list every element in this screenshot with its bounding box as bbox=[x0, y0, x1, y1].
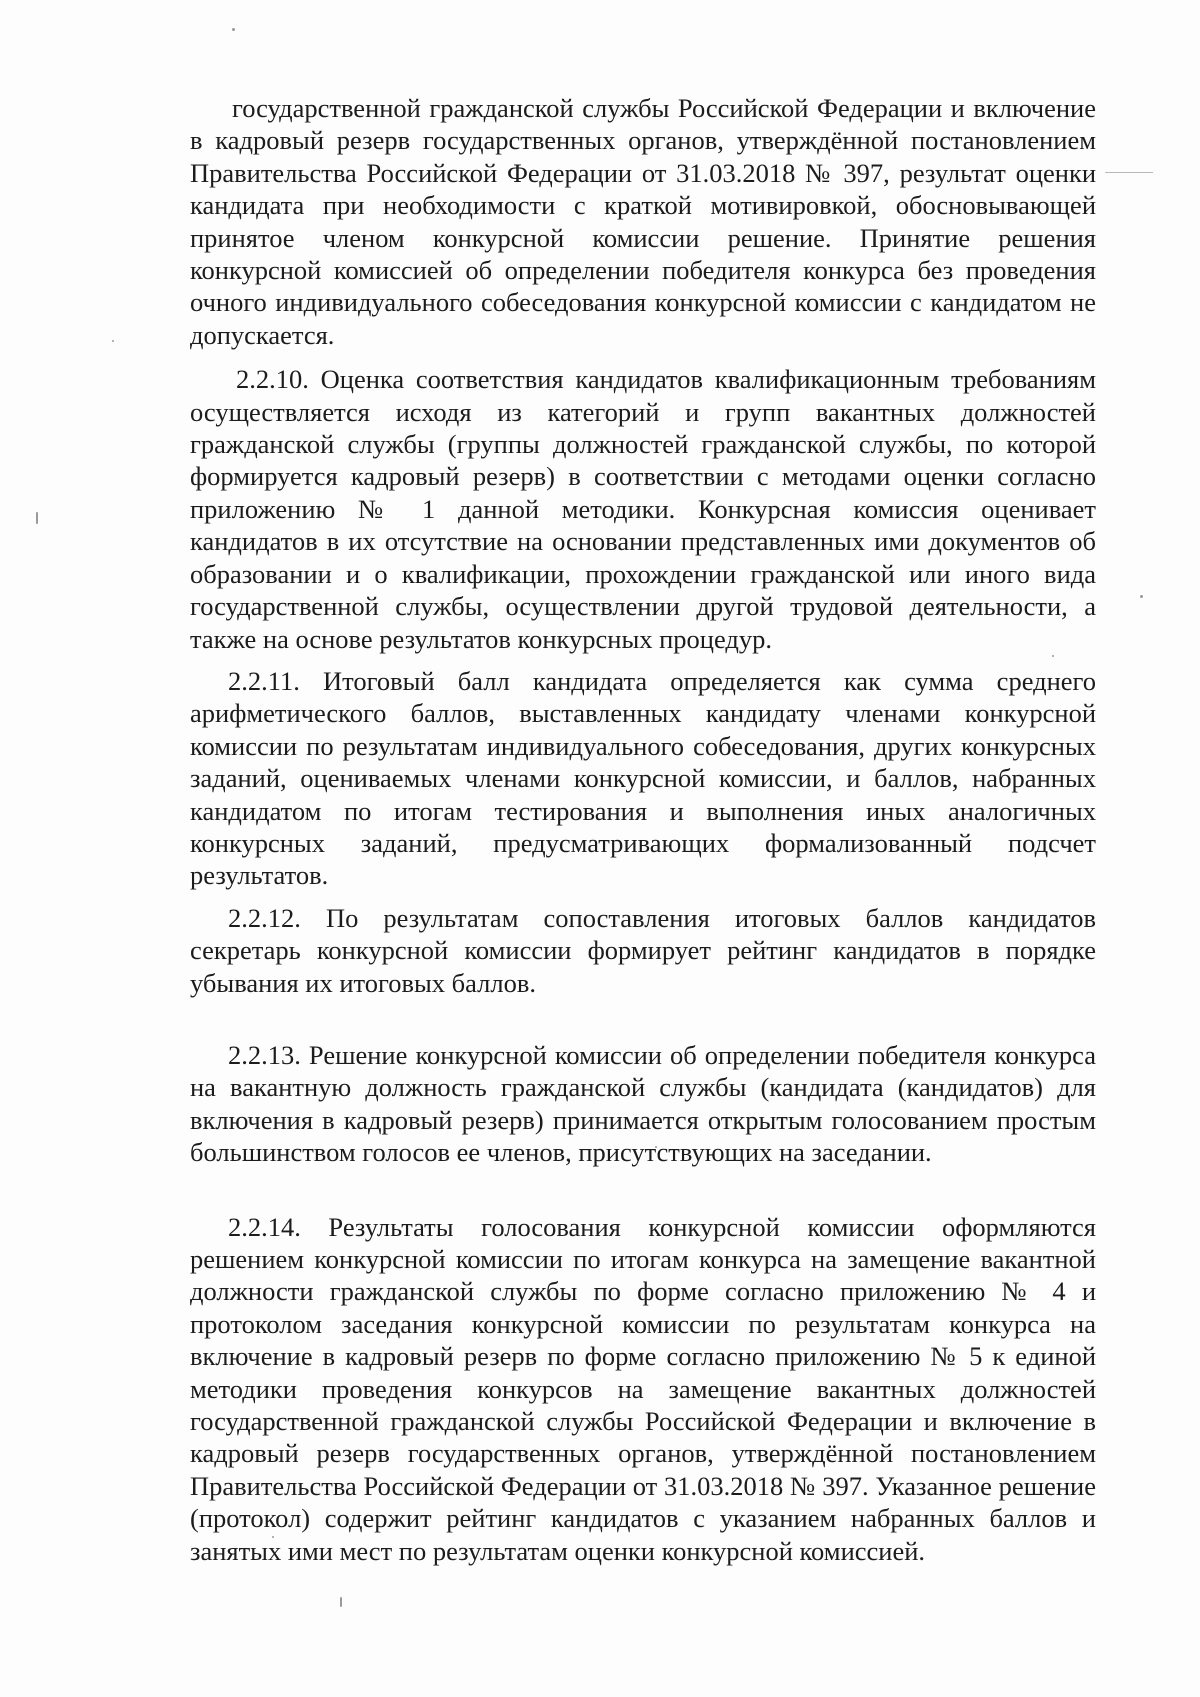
scan-speck bbox=[1140, 595, 1143, 598]
scan-speck bbox=[340, 1597, 342, 1607]
paragraph-2-2-12: 2.2.12. По результатам сопоставления итоговых баллов кандидатов секретарь конкурсной комиссии формирует рейтинг кандидатов в порядке убывания их итоговых баллов. bbox=[190, 902, 1096, 998]
document-body bbox=[190, 92, 1096, 1567]
paragraph-2-2-14: 2.2.14. Результаты голосования конкурсной комиссии оформляются решением конкурсной комиссии по итогам конкурса на замещение вакантной должности гражданской службы по форме согласно приложению № 4 и протоколом заседания конкурсной комиссии по результатам конкурса на включение в кадровый резерв по форме согласно приложению № 5 к единой методики проведения конкурсов на замещение вакантных должностей государственной гражданской службы Российской Федерации и включение в кадровый резерв государственных органов, утверждённой постановлением Правительства Российской Федерации от 31.03.2018 № 397. Указанное решение (протокол) содержит рейтинг кандидатов с указанием набранных баллов и занятых ими мест по результатам оценки конкурсной комиссией. bbox=[190, 1211, 1096, 1566]
paragraph-2-2-10: 2.2.10. Оценка соответствия кандидатов квалификационным требованиям осуществляется исходя из категорий и групп вакантных должностей гражданской службы (группы должностей гражданской службы, по которой формируется кадровый резерв) в соответствии с методами оценки согласно приложению № 1 данной методики. Конкурсная комиссия оценивает кандидатов в их отсутствие на основании представленных ими документов об образовании и о квалификации, прохождении гражданской или иного вида государственной службы, осуществлении другой трудовой деятельности, а также на основе результатов конкурсных процедур. bbox=[190, 364, 1096, 654]
scan-speck bbox=[112, 340, 114, 342]
scan-streak bbox=[1105, 172, 1153, 173]
paragraph-2-2-9-continuation: государственной гражданской службы Российской Федерации и включение в кадровый резерв государственных органов, утверждённой постановлением Правительства Российской Федерации от 31.03.2018 № 397, результат оценки кандидата при необходимости с краткой мотивировкой, обосновывающей принятое членом конкурсной комиссии решение. Принятие решения конкурсной комиссией об определении победителя конкурса без проведения очного индивидуального собеседования конкурсной комиссии с кандидатом не допускается. bbox=[190, 93, 1096, 350]
scan-speck bbox=[36, 512, 38, 524]
scan-speck bbox=[232, 28, 235, 31]
paragraph-2-2-11: 2.2.11. Итоговый балл кандидата определяется как сумма среднего арифметического баллов, выставленных кандидату членами конкурсной комиссии по результатам индивидуального собеседования, других конкурсных заданий, оцениваемых членами конкурсной комиссии, и баллов, набранных кандидатом по итогам тестирования и выполнения иных аналогичных конкурсных заданий, предусматривающих формализованный подсчет результатов. bbox=[190, 665, 1096, 891]
paragraph-2-2-13: 2.2.13. Решение конкурсной комиссии об определении победителя конкурса на вакантную должность гражданской службы (кандидата (кандидатов) для включения в кадровый резерв) принимается открытым голосованием простым большинством голосов ее членов, присутствующих на заседании. bbox=[190, 1039, 1096, 1168]
